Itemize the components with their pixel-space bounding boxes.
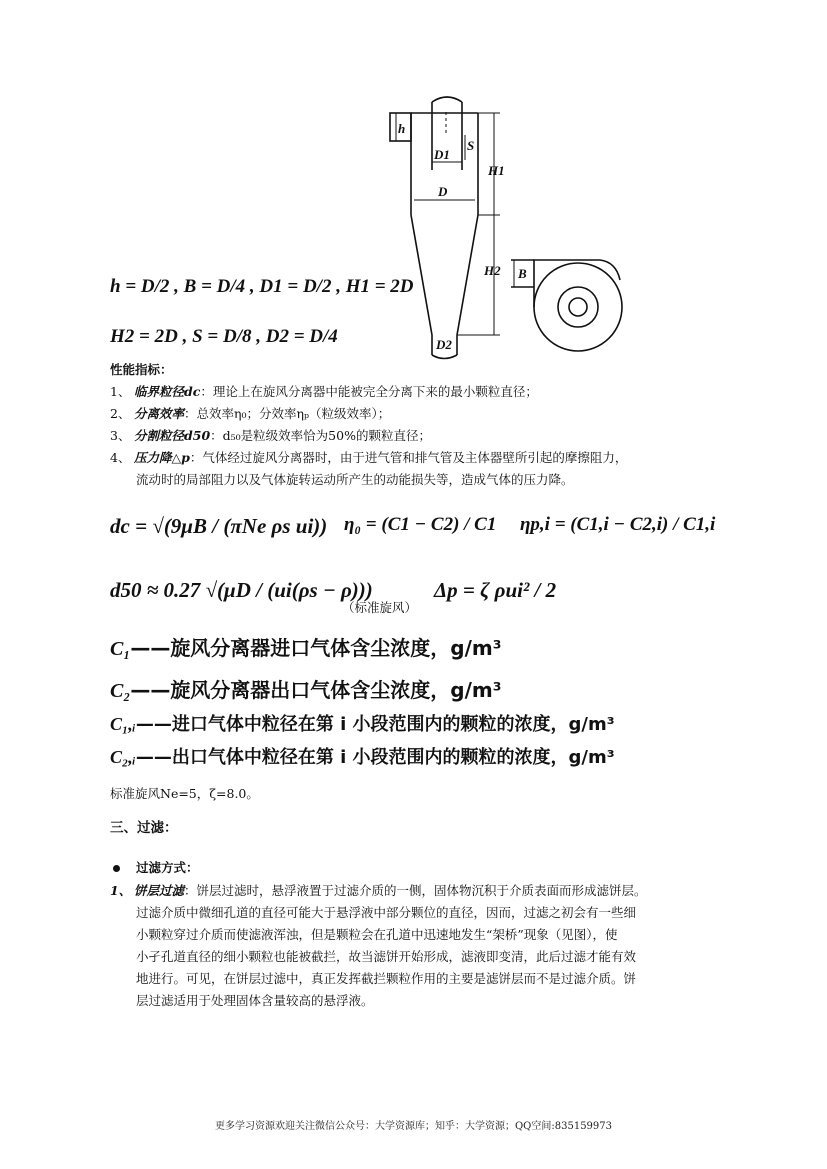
formula-dc: dc = √(9μB / (πNe ρs ui)) (110, 514, 328, 538)
performance-heading: 性能指标： (110, 362, 173, 377)
item-term: 分离效率 (134, 406, 185, 421)
label-s: S (467, 138, 475, 153)
item-text: ：理论上在旋风分离器中能被完全分离下来的最小颗粒直径； (200, 384, 538, 399)
formula-note: （标准旋风） (342, 600, 418, 615)
label-d1: D1 (434, 147, 450, 162)
filtration-line-6: 层过滤适用于处理固体含量较高的悬浮液。 (136, 993, 374, 1008)
cyclone-diagram (0, 0, 827, 370)
standard-cyclone-note: 标准旋风Ne=5，ζ=8.0。 (110, 786, 259, 801)
definition-c2i (110, 743, 615, 769)
item-number: 1、 (110, 883, 132, 898)
formula-d50: d50 ≈ 0.27 √(μD / (ui(ρs − ρ))) (110, 578, 373, 602)
item-number: 2、 (110, 406, 131, 421)
item-term: 压力降△p (134, 450, 190, 465)
item-term: 饼层过滤 (134, 883, 185, 898)
page-footer: 更多学习资源欢迎关注微信公众号：大学资源库；知乎：大学资源；QQ空间:835159973 (214, 1121, 613, 1132)
filtration-item-1 (110, 881, 647, 901)
item-number: 1、 (110, 384, 131, 399)
formula-dp: Δp = ζ ρui² / 2 (434, 578, 557, 602)
definition-text: ——进口气体中粒径在第 i 小段范围内的颗粒的浓度，g/m³ (135, 714, 615, 735)
item-number: 4、 (110, 450, 131, 465)
item-text: ：d₅₀是粒级效率恰为50%的颗粒直径； (210, 428, 431, 443)
definition-symbol: C₂ (110, 680, 131, 702)
label-h2: H2 (484, 263, 501, 278)
bullet-icon (113, 865, 120, 872)
performance-item-4 (110, 448, 627, 468)
item-number: 3、 (110, 428, 131, 443)
filtration-line-5: 地进行。可见，在饼层过滤中，真正发挥截拦颗粒作用的主要是滤饼层而不是过滤介质。饼 (136, 971, 637, 986)
item-text: ：总效率η₀；分效率ηₚ（粒级效率）； (184, 406, 391, 421)
performance-item-3 (110, 426, 431, 446)
item-text: ：气体经过旋风分离器时，由于进气管和排气管及主体器壁所引起的摩擦阻力， (189, 450, 628, 465)
performance-item-4-continued: 流动时的局部阻力以及气体旋转运动所产生的动能损失等，造成气体的压力降。 (136, 472, 574, 487)
item-term: 临界粒径dc (134, 384, 201, 399)
label-h: h (398, 121, 406, 136)
label-d2: D2 (436, 337, 452, 352)
label-d: D (438, 184, 448, 199)
definition-symbol: C₁ (110, 638, 131, 660)
filtration-line-2: 过滤介质中微细孔道的直径可能大于悬浮液中部分颗位的直径，因而，过滤之初会有一些细 (136, 905, 637, 920)
label-h1: H1 (488, 163, 505, 178)
definition-text: ——旋风分离器进口气体含尘浓度，g/m³ (130, 636, 502, 660)
performance-item-1 (110, 382, 538, 402)
definition-text: ——旋风分离器出口气体含尘浓度，g/m³ (130, 678, 502, 702)
item-text: ：饼层过滤时，悬浮液置于过滤介质的一侧，固体物沉积于介质表面而形成滤饼层。 (184, 883, 647, 898)
formula-eta0: η₀ = (C1 − C2) / C1 (344, 514, 497, 535)
filtration-line-3: 小颗粒穿过介质而使滤液浑浊，但是颗粒会在孔道中迅速地发生“架桥”现象（见图），使 (136, 927, 618, 942)
performance-item-2 (110, 404, 390, 424)
definition-c2 (110, 674, 502, 703)
definition-c1 (110, 632, 502, 661)
section-3-title: 三、过滤： (110, 820, 178, 836)
bullet-filtration-methods: 过滤方式： (136, 860, 199, 875)
formula-line-1: h = D/2 , B = D/4 , D1 = D/2 , H1 = 2D (110, 276, 414, 297)
filtration-line-4: 小孑孔道直径的细小颗粒也能被截拦，故当滤饼开始形成，滤液即变清，此后过滤才能有效 (136, 949, 637, 964)
definition-c1i (110, 710, 615, 736)
definition-symbol: C₁,ᵢ (110, 714, 136, 734)
formula-etapi: ηp,i = (C1,i − C2,i) / C1,i (520, 514, 716, 535)
formula-line-2: H2 = 2D , S = D/8 , D2 = D/4 (110, 326, 338, 347)
item-term: 分割粒径d50 (134, 428, 211, 443)
definition-text: ——出口气体中粒径在第 i 小段范围内的颗粒的浓度，g/m³ (135, 747, 615, 768)
label-b: B (518, 266, 527, 281)
definition-symbol: C₂,ᵢ (110, 747, 136, 767)
